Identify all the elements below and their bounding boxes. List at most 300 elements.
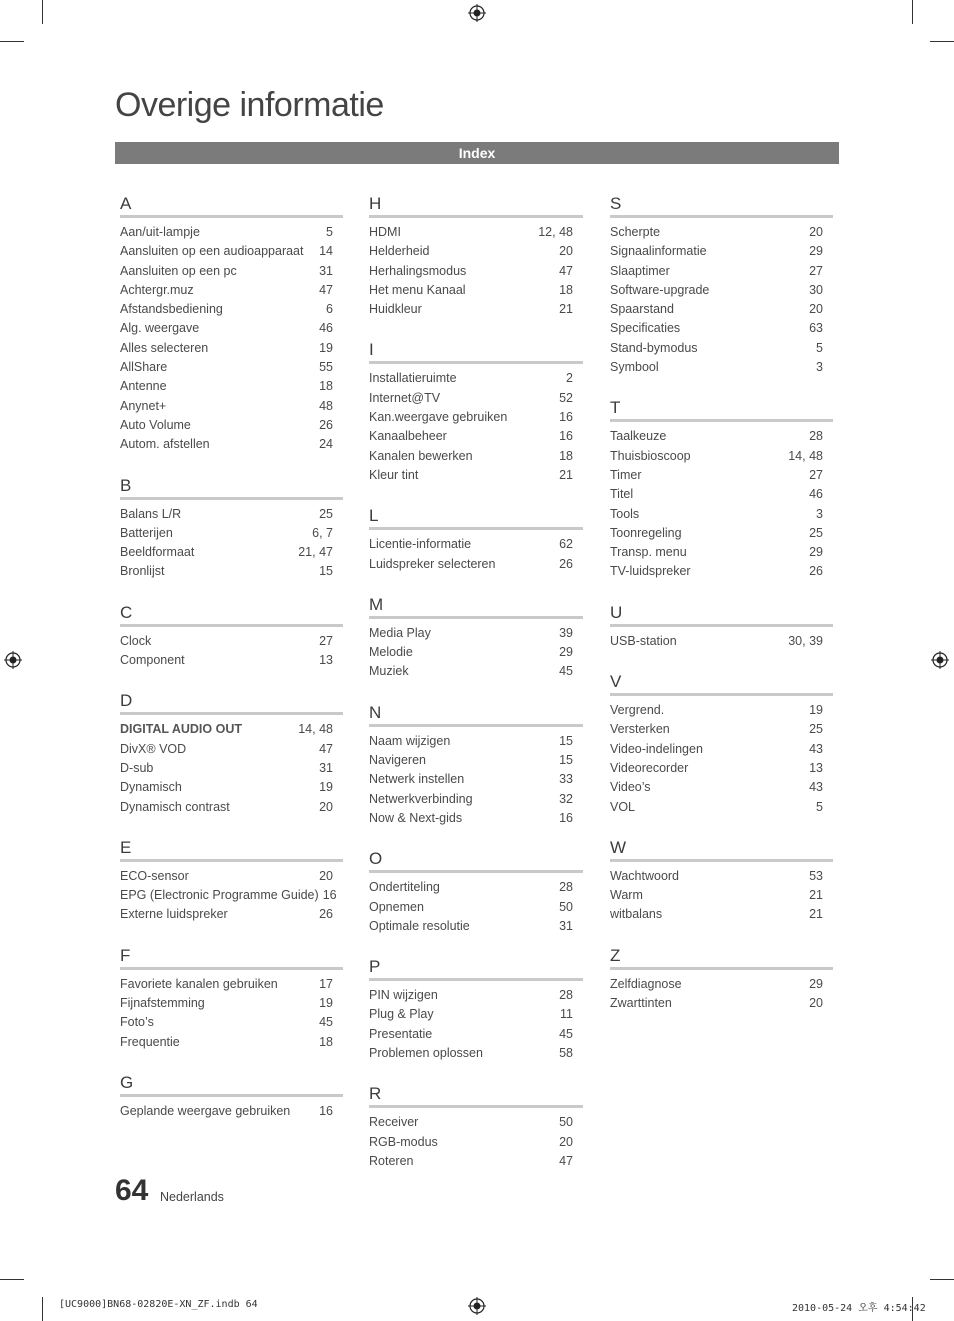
index-entry — [610, 485, 833, 504]
entry-page: 19 — [319, 996, 333, 1011]
index-entry — [120, 1033, 343, 1052]
entry-page: 45 — [559, 1026, 573, 1041]
entry-term: Receiver — [369, 1115, 419, 1130]
index-entry — [369, 751, 583, 770]
index-entry — [610, 262, 833, 281]
index-entry — [120, 1013, 343, 1032]
entry-term: Geplande weergave gebruiken — [120, 1103, 291, 1118]
entry-page: 20 — [559, 1134, 573, 1149]
entry-page: 16 — [559, 810, 573, 825]
section-letter: O — [369, 848, 583, 873]
index-entry — [610, 701, 833, 720]
entry-term: Autom. afstellen — [120, 437, 210, 452]
entry-term: AllShare — [120, 360, 168, 375]
index-entry — [610, 867, 833, 886]
section-letter: E — [120, 837, 343, 862]
entry-page: 45 — [559, 664, 573, 679]
entry-page: 26 — [319, 907, 333, 922]
entry-page: 31 — [559, 918, 573, 933]
entry-term: D-sub — [120, 760, 154, 775]
entry-page: 16 — [319, 1103, 333, 1118]
index-section-i — [369, 339, 583, 485]
entry-page: 47 — [559, 1153, 573, 1168]
entry-page: 5 — [326, 225, 333, 239]
index-entry — [369, 281, 583, 300]
index-entry — [610, 242, 833, 261]
index-entry — [610, 358, 833, 377]
section-letter: I — [369, 339, 583, 364]
section-letter: L — [369, 505, 583, 530]
entry-page: 16 — [559, 429, 573, 444]
index-column-1 — [120, 193, 343, 1141]
entry-page: 25 — [809, 722, 823, 737]
entry-page: 55 — [319, 360, 333, 375]
crop-mark — [0, 1279, 24, 1280]
entry-term: Huidkleur — [369, 302, 422, 317]
index-entry — [369, 790, 583, 809]
index-entry — [369, 643, 583, 662]
entry-term: Tools — [610, 506, 640, 521]
index-entry — [120, 632, 343, 651]
entry-term: Problemen oplossen — [369, 1046, 483, 1061]
entry-page: 21 — [559, 302, 573, 317]
entry-page: 32 — [559, 791, 573, 806]
index-entry — [120, 720, 343, 739]
index-entry — [120, 651, 343, 670]
entry-term: Thuisbioscoop — [610, 448, 691, 463]
crop-mark — [42, 1297, 43, 1321]
index-section-e — [120, 837, 343, 925]
entry-term: Transp. menu — [610, 545, 687, 560]
entry-page: 19 — [319, 340, 333, 355]
entry-page: 62 — [559, 537, 573, 552]
entry-term: Signaalinformatie — [610, 244, 707, 259]
index-entry — [610, 778, 833, 797]
index-section-b — [120, 475, 343, 582]
entry-term: Balans L/R — [120, 506, 182, 521]
index-entry — [369, 732, 583, 751]
index-entry — [120, 377, 343, 396]
index-entry — [369, 1025, 583, 1044]
index-entry — [120, 798, 343, 817]
entry-page: 26 — [319, 417, 333, 432]
index-entry — [120, 759, 343, 778]
index-section-t — [610, 397, 833, 581]
entry-term: Netwerkverbinding — [369, 791, 473, 806]
entry-page: 15 — [559, 733, 573, 748]
entry-page: 29 — [809, 244, 823, 259]
entry-page: 3 — [816, 360, 823, 375]
index-entry — [369, 917, 583, 936]
index-entry — [120, 524, 343, 543]
index-entry — [120, 905, 343, 924]
section-letter: S — [610, 193, 833, 218]
entry-page: 11 — [560, 1007, 573, 1022]
index-column-3 — [610, 193, 833, 1033]
index-entry — [120, 867, 343, 886]
index-section-h — [369, 193, 583, 319]
entry-page: 18 — [559, 282, 573, 297]
entry-page: 27 — [809, 263, 823, 278]
entry-page: 20 — [559, 244, 573, 259]
index-section-f — [120, 945, 343, 1052]
entry-page: 28 — [809, 429, 823, 444]
entry-page: 39 — [559, 625, 573, 640]
index-entry — [369, 1133, 583, 1152]
entry-page: 43 — [809, 741, 823, 756]
index-section-r — [369, 1083, 583, 1171]
entry-page: 21 — [559, 467, 573, 482]
entry-term: Kanalen bewerken — [369, 448, 473, 463]
entry-page: 30, 39 — [788, 633, 823, 648]
index-section-c — [120, 602, 343, 671]
entry-term: Dynamisch — [120, 780, 182, 795]
entry-term: Plug & Play — [369, 1007, 434, 1022]
entry-page: 47 — [319, 282, 333, 297]
crop-mark — [42, 0, 43, 24]
entry-page: 18 — [319, 379, 333, 394]
entry-page: 14 — [319, 244, 333, 259]
section-letter: N — [369, 702, 583, 727]
index-entry — [120, 242, 343, 261]
index-entry — [369, 447, 583, 466]
registration-mark-icon — [468, 4, 486, 22]
index-entry — [120, 339, 343, 358]
entry-page: 30 — [809, 282, 823, 297]
entry-term: Helderheid — [369, 244, 430, 259]
entry-page: 53 — [809, 868, 823, 883]
entry-page: 29 — [559, 645, 573, 660]
entry-term: Opnemen — [369, 899, 424, 914]
index-entry — [369, 809, 583, 828]
section-letter: B — [120, 475, 343, 500]
section-letter: P — [369, 956, 583, 981]
index-entry — [120, 435, 343, 454]
section-letter: R — [369, 1083, 583, 1108]
index-entry — [120, 975, 343, 994]
entry-page: 27 — [809, 467, 823, 482]
print-slug-file: [UC9000]BN68-02820E-XN_ZF.indb 64 — [59, 1299, 258, 1310]
entry-term: Spaarstand — [610, 302, 674, 317]
index-section-n — [369, 702, 583, 828]
index-entry — [610, 975, 833, 994]
index-entry — [120, 319, 343, 338]
index-entry — [369, 535, 583, 554]
entry-term: Video’s — [610, 780, 651, 795]
entry-term: Video-indelingen — [610, 741, 703, 756]
entry-page: 2 — [566, 371, 573, 386]
index-entry — [369, 662, 583, 681]
entry-page: 20 — [809, 302, 823, 317]
entry-page: 29 — [809, 545, 823, 560]
entry-term: Anynet+ — [120, 398, 167, 413]
entry-term: Luidspreker selecteren — [369, 556, 496, 571]
index-entry — [120, 281, 343, 300]
index-entry — [120, 262, 343, 281]
entry-term: Melodie — [369, 645, 413, 660]
entry-page: 26 — [559, 556, 573, 571]
index-entry — [369, 1113, 583, 1132]
index-section-v — [610, 671, 833, 817]
entry-term: Frequentie — [120, 1034, 180, 1049]
entry-page: 15 — [319, 564, 333, 579]
index-entry — [610, 798, 833, 817]
entry-term: Presentatie — [369, 1026, 433, 1041]
entry-page: 46 — [319, 321, 333, 336]
index-entry — [369, 878, 583, 897]
entry-page: 45 — [319, 1015, 333, 1030]
entry-page: 13 — [809, 760, 823, 775]
page-number: 64 — [115, 1174, 149, 1207]
index-entry — [369, 223, 583, 242]
entry-term: Alg. weergave — [120, 321, 200, 336]
index-entry — [369, 389, 583, 408]
index-entry — [120, 505, 343, 524]
entry-term: Kleur tint — [369, 467, 419, 482]
entry-term: Het menu Kanaal — [369, 282, 466, 297]
index-entry — [610, 562, 833, 581]
entry-page: 16 — [559, 410, 573, 425]
entry-term: Toonregeling — [610, 525, 682, 540]
index-entry — [120, 994, 343, 1013]
entry-page: 29 — [809, 976, 823, 991]
entry-term: Kanaalbeheer — [369, 429, 447, 444]
entry-term: witbalans — [610, 907, 663, 922]
crop-mark — [930, 41, 954, 42]
index-entry — [610, 300, 833, 319]
entry-page: 50 — [559, 899, 573, 914]
entry-page: 28 — [559, 988, 573, 1003]
entry-page: 31 — [319, 760, 333, 775]
entry-page: 33 — [559, 772, 573, 787]
entry-term: Taalkeuze — [610, 429, 667, 444]
section-letter: M — [369, 594, 583, 619]
entry-term: Herhalingsmodus — [369, 263, 467, 278]
entry-page: 21 — [809, 907, 823, 922]
index-entry — [610, 543, 833, 562]
entry-page: 19 — [319, 780, 333, 795]
index-entry — [120, 223, 343, 242]
index-entry — [120, 300, 343, 319]
index-entry — [369, 1044, 583, 1063]
index-section-g — [120, 1072, 343, 1121]
index-entry — [369, 898, 583, 917]
entry-page: 58 — [559, 1046, 573, 1061]
section-letter: U — [610, 602, 833, 627]
entry-term: Clock — [120, 633, 152, 648]
index-banner: Index — [115, 142, 839, 164]
index-entry — [610, 466, 833, 485]
entry-term: TV-luidspreker — [610, 564, 691, 579]
entry-term: Licentie-informatie — [369, 537, 472, 552]
entry-page: 20 — [809, 225, 823, 239]
entry-term: Slaaptimer — [610, 263, 670, 278]
registration-mark-icon — [468, 1297, 486, 1315]
entry-term: Scherpte — [610, 225, 661, 239]
entry-term: Afstandsbediening — [120, 302, 223, 317]
entry-page: 17 — [319, 976, 333, 991]
entry-term: Muziek — [369, 664, 409, 679]
entry-term: HDMI — [369, 225, 401, 239]
page-title: Overige informatie — [115, 86, 384, 124]
entry-page: 48 — [319, 398, 333, 413]
entry-term: Internet@TV — [369, 390, 441, 405]
registration-mark-icon — [931, 651, 949, 669]
entry-page: 31 — [319, 263, 333, 278]
index-section-a — [120, 193, 343, 455]
index-entry — [369, 466, 583, 485]
index-entry — [610, 505, 833, 524]
entry-page: 20 — [809, 996, 823, 1011]
section-letter: H — [369, 193, 583, 218]
index-section-w — [610, 837, 833, 925]
entry-term: Optimale resolutie — [369, 918, 470, 933]
index-section-p — [369, 956, 583, 1063]
index-entry — [610, 759, 833, 778]
index-entry — [369, 1005, 583, 1024]
entry-page: 6, 7 — [312, 525, 333, 540]
entry-page: 5 — [816, 340, 823, 355]
index-entry — [610, 319, 833, 338]
entry-term: Naam wijzigen — [369, 733, 451, 748]
index-section-l — [369, 505, 583, 574]
entry-term: Batterijen — [120, 525, 173, 540]
entry-page: 5 — [816, 799, 823, 814]
index-section-d — [120, 690, 343, 816]
entry-term: Media Play — [369, 625, 431, 640]
entry-page: 43 — [809, 780, 823, 795]
index-entry — [610, 447, 833, 466]
entry-page: 26 — [809, 564, 823, 579]
index-entry — [610, 524, 833, 543]
registration-mark-icon — [4, 651, 22, 669]
print-slug-date: 2010-05-24 오후 4:54:42 — [792, 1303, 926, 1314]
entry-page: 63 — [809, 321, 823, 336]
index-entry — [610, 740, 833, 759]
entry-term: VOL — [610, 799, 636, 814]
entry-term: Installatieruimte — [369, 371, 457, 386]
index-entry — [369, 1152, 583, 1171]
entry-page: 47 — [319, 741, 333, 756]
entry-term: Foto’s — [120, 1015, 154, 1030]
index-section-u — [610, 602, 833, 651]
index-entry — [120, 886, 343, 905]
index-entry — [369, 262, 583, 281]
entry-term: Aansluiten op een audioapparaat — [120, 244, 304, 259]
section-letter: G — [120, 1072, 343, 1097]
index-entry — [120, 778, 343, 797]
entry-term: Versterken — [610, 722, 670, 737]
entry-term: Wachtwoord — [610, 868, 680, 883]
entry-term: PIN wijzigen — [369, 988, 438, 1003]
entry-term: Aan/uit-lampje — [120, 225, 200, 239]
index-section-s — [610, 193, 833, 377]
index-entry — [610, 281, 833, 300]
entry-term: ECO-sensor — [120, 868, 189, 883]
entry-term: Now & Next-gids — [369, 810, 463, 825]
index-entry — [120, 358, 343, 377]
index-entry — [369, 555, 583, 574]
language-label: Nederlands — [160, 1190, 224, 1204]
index-entry — [120, 1102, 343, 1121]
entry-term: EPG (Electronic Programme Guide) — [120, 888, 319, 903]
entry-page: 20 — [319, 868, 333, 883]
index-entry — [369, 986, 583, 1005]
entry-page: 6 — [326, 302, 333, 317]
entry-term: Navigeren — [369, 753, 426, 768]
entry-term: DivX® VOD — [120, 741, 187, 756]
section-letter: Z — [610, 945, 833, 970]
entry-page: 3 — [816, 506, 823, 521]
entry-term: Titel — [610, 487, 634, 502]
entry-page: 18 — [319, 1034, 333, 1049]
section-letter: F — [120, 945, 343, 970]
entry-term: Dynamisch contrast — [120, 799, 230, 814]
index-entry — [369, 770, 583, 789]
index-entry — [610, 720, 833, 739]
section-letter: V — [610, 671, 833, 696]
entry-term: Specificaties — [610, 321, 681, 336]
index-section-z — [610, 945, 833, 1014]
entry-term: Aansluiten op een pc — [120, 263, 237, 278]
entry-term: Kan.weergave gebruiken — [369, 410, 508, 425]
entry-term: Zwarttinten — [610, 996, 672, 1011]
index-entry — [369, 300, 583, 319]
index-entry — [369, 408, 583, 427]
index-entry — [610, 905, 833, 924]
entry-term: Bronlijst — [120, 564, 165, 579]
entry-page: 47 — [559, 263, 573, 278]
section-letter: T — [610, 397, 833, 422]
entry-page: 52 — [559, 390, 573, 405]
entry-term: DIGITAL AUDIO OUT — [120, 722, 242, 737]
index-entry — [369, 242, 583, 261]
entry-page: 50 — [559, 1115, 573, 1130]
section-letter: A — [120, 193, 343, 218]
index-entry — [120, 543, 343, 562]
index-entry — [610, 339, 833, 358]
entry-page: 13 — [319, 653, 333, 668]
entry-page: 18 — [559, 448, 573, 463]
entry-page: 25 — [809, 525, 823, 540]
entry-page: 25 — [319, 506, 333, 521]
index-entry — [369, 427, 583, 446]
entry-page: 21, 47 — [298, 545, 333, 560]
entry-page: 16 — [322, 888, 337, 903]
entry-term: Timer — [610, 467, 642, 482]
entry-term: Favoriete kanalen gebruiken — [120, 976, 278, 991]
entry-term: Alles selecteren — [120, 340, 209, 355]
entry-term: Externe luidspreker — [120, 907, 228, 922]
entry-page: 14, 48 — [788, 448, 823, 463]
entry-term: Antenne — [120, 379, 167, 394]
entry-page: 15 — [559, 753, 573, 768]
entry-term: USB-station — [610, 633, 677, 648]
entry-page: 27 — [319, 633, 333, 648]
index-entry — [610, 632, 833, 651]
entry-page: 20 — [319, 799, 333, 814]
entry-term: Netwerk instellen — [369, 772, 465, 787]
entry-term: Stand-bymodus — [610, 340, 698, 355]
entry-term: Achtergr.muz — [120, 282, 194, 297]
index-entry — [369, 369, 583, 388]
entry-page: 46 — [809, 487, 823, 502]
index-entry — [120, 740, 343, 759]
entry-term: Fijnafstemming — [120, 996, 205, 1011]
section-letter: D — [120, 690, 343, 715]
index-entry — [610, 427, 833, 446]
section-letter: W — [610, 837, 833, 862]
